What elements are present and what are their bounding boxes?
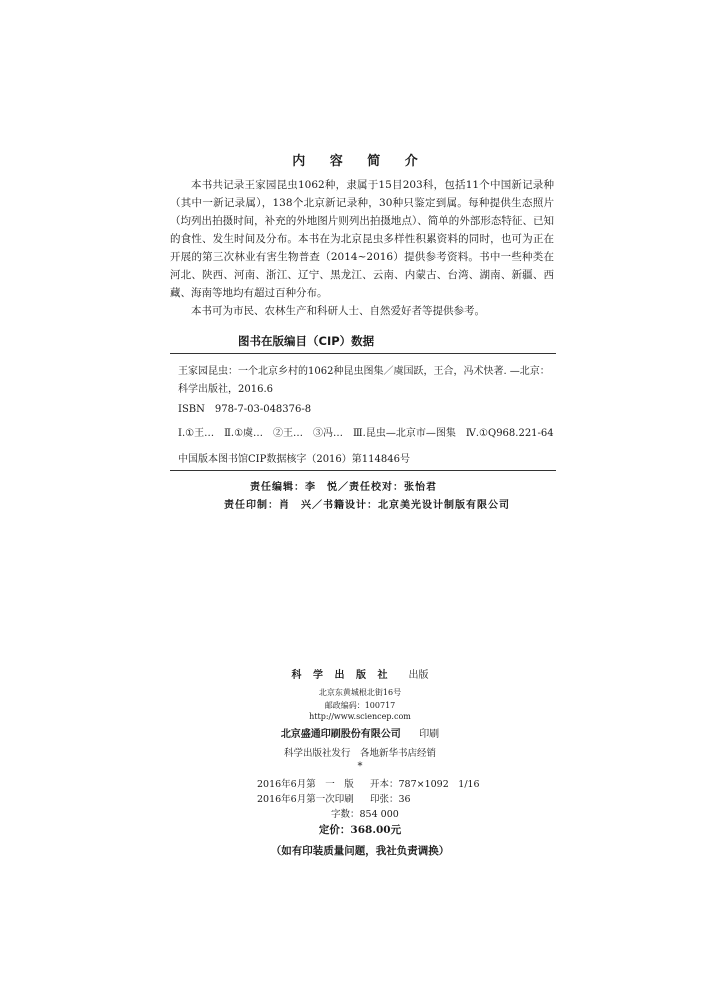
- publisher-website: http://www.sciencep.com: [309, 712, 411, 721]
- publisher-address: 北京东黄城根北街16号: [318, 688, 402, 697]
- cip-number: 中国版本图书馆CIP数据核字（2016）第114846号: [178, 454, 410, 465]
- summary-title: 内 容 简 介: [292, 154, 428, 169]
- printing-info: 2016年6月第一次印刷: [257, 794, 354, 805]
- price: 定价：368.00元: [318, 824, 402, 836]
- cip-top-rule: [170, 353, 556, 354]
- summary-paragraph-2: 本书可为市民、农林生产和科研人士、自然爱好者等提供参考。: [191, 305, 485, 317]
- printer-name: 北京盛通印刷股份有限公司: [280, 729, 401, 740]
- printer-line: [0, 725, 720, 740]
- cip-book-line-1: 王家园昆虫：一个北京乡村的1062种昆虫图集／虞国跃，王合，冯术快著. —北京：: [178, 366, 550, 377]
- staff-line-2: 责任印制：肖 兴／书籍设计：北京美光设计制版有限公司: [224, 500, 510, 511]
- sheets-info: 印张：36: [370, 794, 411, 805]
- distribution-line: 科学出版社发行 各地新华书店经销: [283, 748, 436, 759]
- summary-body: [170, 176, 554, 320]
- publisher-postcode: 邮政编码：100717: [324, 701, 396, 710]
- quality-notice: （如有印装质量问题，我社负责调换）: [270, 845, 450, 857]
- cip-bottom-rule: [170, 470, 556, 471]
- format-info: 开本：787×1092 1/16: [370, 779, 480, 790]
- publisher-line: [0, 666, 720, 681]
- cip-book-line-2: 科学出版社，2016.6: [178, 384, 273, 395]
- summary-paragraph-1: 本书共记录王家园昆虫1062种，隶属于15目203科，包括11个中国新记录种（其中一新记录属），138个北京新记录种，30种只鉴定到属。每种提供生态照片（均列出拍摄时间，补充的外地图片则列出拍摄地点）、简单的外部形态特征、已知的食性、发生时间及分布。本书在为北京昆虫多样性积累资料的同时，也可为正在开展的第三次林业有害生物普查（2014~2016）提供参考资料。书中一些种类在河北、陕西、河南、浙江、辽宁、黑龙江、云南、内蒙古、台湾、湖南、新疆、西藏、海南等地均有超过百种分布。: [170, 179, 554, 299]
- printer-suffix: 印刷: [419, 729, 440, 740]
- edition-info: 2016年6月第 一 版: [257, 779, 354, 790]
- publisher-name: 科 学 出 版 社: [291, 670, 392, 681]
- word-count-info: 字数：854 000: [331, 809, 399, 820]
- separator-star: *: [357, 761, 363, 772]
- staff-line-1: 责任编辑：李 悦／责任校对：张怡君: [250, 482, 437, 493]
- cip-isbn: ISBN 978-7-03-048376-8: [178, 404, 312, 415]
- publisher-suffix: 出版: [408, 670, 429, 681]
- cip-classification: Ⅰ.①王… Ⅱ.①虞… ②王… ③冯… Ⅲ.昆虫—北京市—图集 Ⅳ.①Q968.221-64: [178, 428, 554, 439]
- cip-heading: 图书在版编目（CIP）数据: [238, 334, 375, 348]
